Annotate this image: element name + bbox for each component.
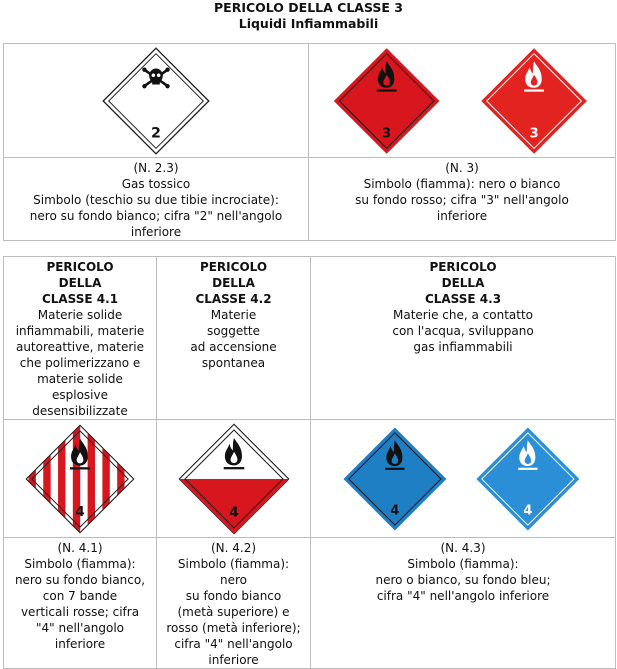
class-4-2-description: (N. 4.2) Simbolo (fiamma): nero su fondo bianco (metà superiore) e rosso (metà inferiore); cifra "4" nell'angolo inferiore bbox=[157, 538, 311, 669]
class-3-description: (N. 3) Simbolo (fiamma): nero o bianco su fondo rosso; cifra "3" nell'angolo inferiore bbox=[309, 158, 616, 241]
class-2-3-table bbox=[3, 43, 616, 241]
sign-number: 4 bbox=[75, 504, 85, 520]
page-title: PERICOLO DELLA CLASSE 3 bbox=[214, 0, 403, 15]
sign-3-cell bbox=[309, 44, 616, 158]
class-heading: PERICOLO bbox=[429, 260, 497, 274]
class-heading: PERICOLO bbox=[46, 260, 114, 274]
dangerous-when-wet-black-icon bbox=[343, 427, 446, 530]
sign-number: 4 bbox=[390, 502, 400, 518]
flammable-liquid-labels bbox=[327, 46, 597, 156]
flammable-solid-label-icon bbox=[24, 423, 136, 535]
sign-number: 4 bbox=[523, 502, 533, 518]
sign-4-1-cell bbox=[4, 420, 157, 538]
class-4-3-heading-cell: PERICOLO DELLA CLASSE 4.3 Materie che, a contatto con l'acqua, sviluppano gas infiammabili bbox=[311, 257, 616, 420]
sign-number: 3 bbox=[529, 125, 539, 141]
sign-number: 3 bbox=[382, 125, 392, 141]
page-subtitle: Liquidi Infiammabili bbox=[238, 16, 379, 31]
class-4-1-heading-cell: PERICOLO DELLA CLASSE 4.1 Materie solide infiammabili, materie autoreattive, materie che polimerizzano e materie solide esplosive desensibilizzate bbox=[4, 257, 157, 420]
toxic-gas-label-icon bbox=[101, 46, 211, 156]
dangerous-when-wet-white-icon bbox=[476, 427, 579, 530]
spontaneous-combustion-label-icon bbox=[177, 422, 291, 536]
class-4-3-description: (N. 4.3) Simbolo (fiamma): nero o bianco, su fondo bleu; cifra "4" nell'angolo inferiore bbox=[311, 538, 616, 669]
flammable-label-black-icon bbox=[334, 48, 440, 154]
class-2-3-description: (N. 2.3) Gas tossico Simbolo (teschio su due tibie incrociate): nero su fondo bianco; cifra "2" nell'angolo inferiore bbox=[4, 158, 309, 241]
class-4-table bbox=[3, 256, 616, 669]
sign-4-3-cell bbox=[311, 420, 616, 538]
sign-number: 4 bbox=[228, 504, 239, 521]
flammable-label-white-icon bbox=[481, 48, 587, 154]
sign-number: 2 bbox=[151, 124, 161, 141]
class-4-2-heading-cell: PERICOLO DELLA CLASSE 4.2 Materie soggette ad accensione spontanea bbox=[157, 257, 311, 420]
class-heading: PERICOLO bbox=[199, 260, 268, 274]
sign-2-3-cell bbox=[4, 44, 309, 158]
class-4-1-description: (N. 4.1) Simbolo (fiamma): nero su fondo bianco, con 7 bande verticali rosse; cifra "4" nell'angolo inferiore bbox=[4, 538, 157, 669]
dangerous-when-wet-labels bbox=[337, 425, 589, 533]
sign-4-2-cell bbox=[157, 420, 311, 538]
